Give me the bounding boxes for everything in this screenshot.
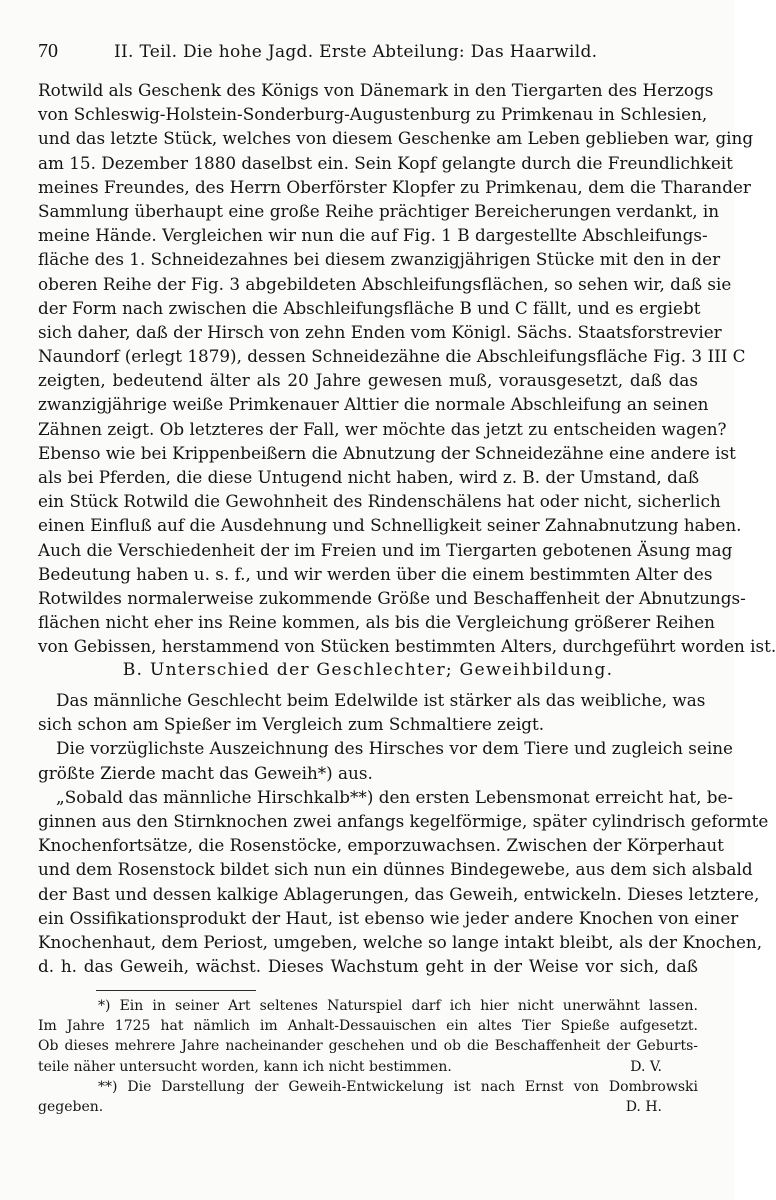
text-line: Ebenso wie bei Krippenbeißern die Abnutzung der Schneidezähne eine andere ist (38, 442, 736, 463)
text-line: einen Einfluß auf die Ausdehnung und Schnelligkeit seiner Zahnabnutzung haben. (38, 515, 742, 536)
text-line: sich schon am Spießer im Vergleich zum Schmaltiere zeigt. (38, 714, 545, 735)
footnote-line: Ob dieses mehrere Jahre nacheinander geschehen und ob die Beschaffenheit der Geburts- (38, 1038, 698, 1055)
text-line: Bedeutung haben u. s. f., und wir werden über die einem bestimmten Alter des (38, 563, 713, 584)
text-line: ginnen aus den Stirnknochen zwei anfangs kegelförmige, später cylindrisch geformte (38, 810, 769, 831)
text-line: d. h. das Geweih, wächst. Dieses Wachstum geht in der Weise vor sich, daß (38, 956, 698, 977)
text-line: Die vorzüglichste Auszeichnung des Hirsches vor dem Tiere und zugleich seine (56, 738, 733, 759)
text-line: und das letzte Stück, welches von diesem Geschenke am Leben geblieben war, ging (38, 128, 754, 149)
page-header (38, 40, 698, 66)
footnote-line: Im Jahre 1725 hat nämlich im Anhalt-Dessauischen ein altes Tier Spieße aufgesetzt. (38, 1018, 698, 1035)
footnote-line (38, 1057, 698, 1077)
page-number: 70 (38, 40, 58, 62)
text-line: Rotwildes normalerweise zukommende Größe und Beschaffenheit der Abnutzungs- (38, 587, 746, 608)
main-paragraph (38, 78, 776, 659)
footnote-signature: D. H. (625, 1098, 662, 1115)
footnote-line: **) Die Darstellung der Geweih-Entwickelung ist nach Ernst von Dombrowski (98, 1078, 698, 1095)
text-line: Rotwild als Geschenk des Königs von Dänemark in den Tiergarten des Herzogs (38, 80, 714, 100)
text-line: Das männliche Geschlecht beim Edelwilde ist stärker als das weibliche, was (56, 690, 706, 710)
text-line: von Schleswig-Holstein-Sonderburg-Augustenburg zu Primkenau in Schlesien, (38, 104, 708, 125)
footnote-line (38, 1097, 698, 1117)
text-line: als bei Pferden, die diese Untugend nicht haben, wird z. B. der Umstand, daß (38, 467, 700, 487)
text-line: Knochenfortsätze, die Rosenstöcke, emporzuwachsen. Zwischen der Körperhaut (38, 835, 724, 856)
text-line: von Gebissen, herstammend von Stücken bestimmten Alters, durchgeführt worden ist. (38, 636, 776, 657)
text-line: der Form nach zwischen die Abschleifungsfläche B und C fällt, und es ergiebt (38, 297, 701, 318)
text-line: am 15. Dezember 1880 daselbst ein. Sein Kopf gelangte durch die Freundlichkeit (38, 152, 733, 173)
footnote-text: teile näher untersucht worden, kann ich nicht bestimmen. (38, 1058, 452, 1075)
section-paragraphs (38, 688, 769, 978)
text-line: meines Freundes, des Herrn Oberförster Klopfer zu Primkenau, dem die Tharander (38, 176, 751, 197)
text-line: zeigten, bedeutend älter als 20 Jahre gewesen muß, vorausgesetzt, daß das (38, 370, 698, 391)
text-line: ein Ossifikationsprodukt der Haut, ist ebenso wie jeder andere Knochen von einer (38, 907, 739, 928)
text-line: oberen Reihe der Fig. 3 abgebildeten Abschleifungsflächen, so sehen wir, daß sie (38, 273, 732, 294)
footnote-signature: D. V. (630, 1058, 662, 1075)
footnote-divider (96, 990, 256, 991)
text-line: „Sobald das männliche Hirschkalb**) den ersten Lebensmonat erreicht hat, be- (56, 786, 734, 807)
text-line: ein Stück Rotwild die Gewohnheit des Rindenschälens hat oder nicht, sicherlich (38, 491, 721, 512)
text-line: fläche des 1. Schneidezahnes bei diesem zwanzigjährigen Stücke mit den in der (38, 249, 721, 270)
footnotes (38, 996, 698, 1117)
text-line: meine Hände. Vergleichen wir nun die auf Fig. 1 B dargestellte Abschleifungs- (38, 225, 708, 246)
text-line: flächen nicht eher ins Reine kommen, als bis die Vergleichung größerer Reihen (38, 612, 715, 633)
text-line: größte Zierde macht das Geweih*) aus. (38, 762, 373, 783)
text-line: sich daher, daß der Hirsch von zehn Enden vom Königl. Sächs. Staatsforstrevier (38, 321, 722, 342)
footnote-text: gegeben. (38, 1098, 104, 1115)
text-line: Sammlung überhaupt eine große Reihe prächtiger Bereicherungen verdankt, in (38, 200, 720, 221)
text-line: Naundorf (erlegt 1879), dessen Schneidezähne die Abschleifungsfläche Fig. 3 III C (38, 346, 746, 367)
text-line: Zähnen zeigt. Ob letzteres der Fall, wer möchte das jetzt zu entscheiden wagen? (38, 418, 727, 439)
text-line: Knochenhaut, dem Periost, umgeben, welche so lange intakt bleibt, als der Knochen, (38, 931, 763, 952)
text-line: und dem Rosenstock bildet sich nun ein dünnes Bindegewebe, aus dem sich alsbald (38, 859, 753, 880)
text-line: Auch die Verschiedenheit der im Freien und im Tiergarten gebotenen Äsung mag (38, 539, 733, 560)
section-heading: B. Unterschied der Geschlechter; Geweihbildung. (122, 660, 614, 680)
footnote-line: *) Ein in seiner Art seltenes Naturspiel darf ich hier nicht unerwähnt lassen. (98, 998, 698, 1014)
running-head: II. Teil. Die hohe Jagd. Erste Abteilung: Das Haarwild. (114, 42, 598, 62)
text-line: zwanzigjährige weiße Primkenauer Alttier die normale Abschleifung an seinen (38, 394, 709, 415)
text-line: der Bast und dessen kalkige Ablagerungen, das Geweih, entwickeln. Dieses letztere, (38, 883, 760, 904)
